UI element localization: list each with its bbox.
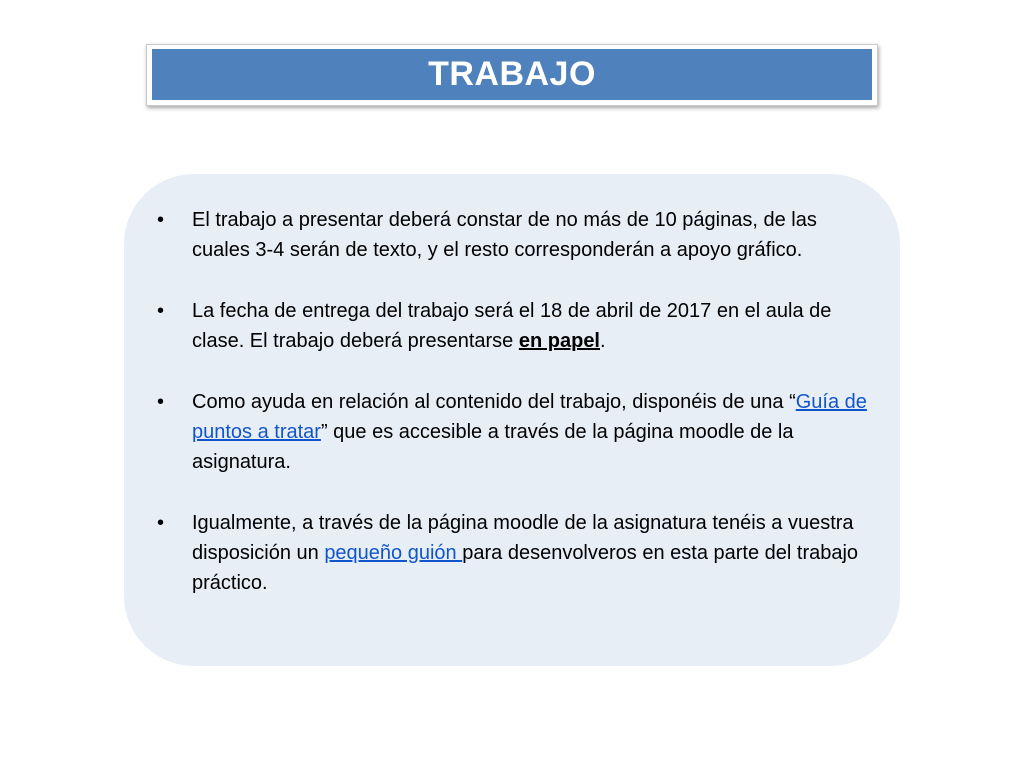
bullet-icon: • bbox=[157, 391, 165, 413]
bullet-text: La fecha de entrega del trabajo será el 18 de abril de 2017 en el aula de clase. El trabajo deberá presentarse bbox=[192, 300, 832, 352]
bullet-item-guide bbox=[155, 387, 871, 477]
bullet-text-end: ” que es accesible a través de la página moodle de la asignatura. bbox=[192, 421, 794, 473]
bullet-text: Igualmente, a través de la página moodle de la asignatura tenéis a vuestra disposición un bbox=[192, 512, 854, 564]
bullet-text: Como ayuda en relación al contenido del trabajo, disponéis de una “ bbox=[192, 391, 796, 413]
bullet-icon: • bbox=[157, 512, 165, 534]
bullet-text-end: . bbox=[600, 330, 606, 352]
link-pequeno-guion[interactable]: pequeño guión bbox=[324, 542, 463, 564]
bullet-icon: • bbox=[157, 300, 165, 322]
link-guia-puntos[interactable]: Guía de puntos a tratar bbox=[192, 391, 867, 443]
emphasis-en-papel: en papel bbox=[518, 330, 600, 352]
bullet-item-deadline bbox=[155, 296, 871, 356]
bullet-icon: • bbox=[157, 209, 165, 231]
bullet-list bbox=[155, 205, 871, 629]
bullet-text: El trabajo a presentar deberá constar de no más de 10 páginas, de las cuales 3-4 serán de texto, y el resto corresponderán a apoyo gráfico. bbox=[192, 209, 817, 261]
bullet-text-end: para desenvolveros en esta parte del trabajo práctico. bbox=[192, 542, 859, 594]
title-bar bbox=[152, 49, 872, 100]
bullet-item-script bbox=[155, 508, 871, 598]
title-frame bbox=[146, 44, 878, 106]
slide-title: TRABAJO bbox=[428, 55, 596, 93]
bullet-item-length bbox=[155, 205, 871, 265]
